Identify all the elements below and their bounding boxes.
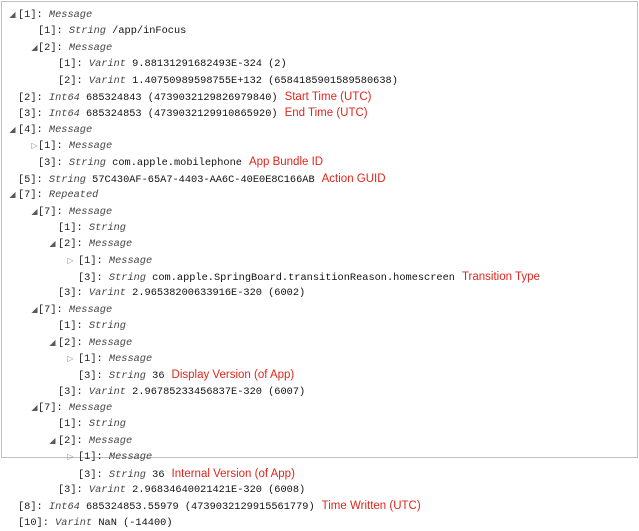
protobuf-tree-panel [1, 1, 638, 529]
field-value: /app/inFocus [112, 25, 187, 38]
field-type: Message [108, 451, 153, 464]
tree-node-text [78, 466, 295, 483]
field-number: [1]: [38, 25, 63, 38]
triangle-right-icon[interactable]: ▷ [67, 255, 74, 265]
tree-node-text [58, 73, 398, 89]
field-type: Message [108, 254, 153, 267]
triangle-down-icon[interactable]: ◢ [31, 403, 38, 412]
field-type: String [108, 272, 146, 284]
triangle-down-icon[interactable]: ◢ [31, 206, 38, 216]
triangle-down-icon[interactable]: ◢ [49, 239, 56, 249]
field-value: 2.96538200633916E-320 (6002) [132, 287, 306, 300]
field-number: [5]: [18, 173, 43, 186]
field-number: [1]: [38, 140, 63, 152]
field-number: [2]: [38, 41, 63, 54]
field-number: [7]: [18, 189, 43, 202]
field-number: [1]: [58, 418, 83, 431]
tree-node-text [78, 367, 294, 384]
field-number: [7]: [38, 205, 63, 218]
tree-node-text [78, 253, 152, 269]
field-number: [2]: [58, 74, 83, 87]
field-value: com.apple.mobilephone [112, 157, 242, 170]
field-number: [1]: [78, 352, 103, 365]
field-number: [8]: [18, 501, 43, 514]
field-value: 685324853.55979 (4739032129915561779) [86, 501, 315, 514]
triangle-down-icon[interactable]: ◢ [31, 42, 38, 52]
annotation-label: Start Time (UTC) [284, 90, 372, 103]
field-type: Int64 [48, 501, 80, 514]
field-type: Varint [88, 483, 126, 496]
field-number: [4]: [18, 123, 43, 136]
field-type: Message [68, 41, 113, 54]
field-type: Message [88, 434, 133, 447]
field-type: Varint [88, 287, 126, 300]
field-value: 685324843 (4739032129826979840) [86, 91, 278, 104]
field-number: [3]: [58, 385, 83, 398]
field-type: Repeated [48, 189, 99, 202]
tree-node-text [58, 56, 287, 72]
tree-node-text [38, 138, 112, 154]
field-value: 2.96785233456837E-320 (6007) [132, 385, 306, 398]
field-value: 1.40750989598755E+132 (6584185901589580638) [132, 74, 398, 87]
tree-node-text [58, 318, 126, 334]
field-type: String [88, 418, 126, 431]
field-number: [3]: [18, 108, 43, 121]
tree-node-text [38, 400, 112, 416]
tree-node-text [38, 302, 112, 318]
field-number: [3]: [58, 483, 83, 496]
triangle-down-icon[interactable]: ◢ [31, 304, 38, 314]
triangle-down-icon[interactable]: ◢ [9, 190, 16, 200]
annotation-label: End Time (UTC) [284, 107, 368, 120]
field-type: String [108, 468, 146, 481]
field-type: Message [48, 9, 93, 21]
field-number: [7]: [38, 303, 63, 316]
annotation-label: Display Version (of App) [171, 369, 295, 382]
triangle-down-icon[interactable]: ◢ [9, 124, 16, 134]
field-type: Message [108, 352, 153, 365]
tree-node-text [18, 105, 368, 122]
field-type: Message [68, 140, 113, 152]
tree-node-text [18, 171, 386, 188]
tree-node-text [18, 7, 92, 23]
tree-node-text [38, 204, 112, 220]
field-value: 36 [152, 370, 165, 383]
field-number: [3]: [78, 272, 103, 284]
tree-node-text [58, 220, 126, 236]
field-type: String [88, 320, 126, 333]
field-type: Int64 [48, 91, 80, 104]
tree-node-text [18, 187, 98, 203]
field-value: NaN (-14400) [98, 516, 173, 529]
annotation-label: Transition Type [461, 271, 540, 283]
annotation-label: Action GUID [321, 172, 386, 185]
field-number: [1]: [58, 221, 83, 234]
field-type: Message [68, 402, 113, 414]
triangle-right-icon[interactable]: ▷ [67, 452, 74, 462]
tree-node-text [78, 449, 152, 465]
field-number: [3]: [78, 468, 103, 481]
annotation-label: Time Written (UTC) [321, 500, 421, 513]
field-type: Message [48, 123, 93, 136]
field-type: String [68, 25, 106, 38]
annotation-label: Internal Version (of App) [171, 467, 295, 480]
field-type: Message [68, 303, 113, 316]
field-type: String [88, 221, 126, 234]
field-number: [10]: [18, 516, 49, 529]
field-value: 685324853 (4739032129910865920) [86, 108, 278, 121]
tree-node-text [78, 351, 152, 367]
field-type: Varint [88, 58, 126, 71]
triangle-right-icon[interactable]: ▷ [67, 353, 74, 363]
field-number: [2]: [18, 91, 43, 104]
field-number: [2]: [58, 238, 83, 251]
triangle-down-icon[interactable]: ◢ [49, 337, 56, 347]
field-type: String [48, 173, 86, 186]
field-type: Varint [88, 74, 126, 87]
field-type: Message [68, 205, 113, 218]
field-number: [1]: [78, 451, 103, 464]
triangle-down-icon[interactable]: ◢ [9, 10, 16, 19]
field-number: [1]: [18, 9, 43, 21]
tree-node-text [58, 384, 305, 400]
tree-node-text [58, 285, 305, 301]
tree-node-text [38, 40, 112, 56]
field-type: String [68, 157, 106, 170]
triangle-down-icon[interactable]: ◢ [49, 435, 56, 445]
tree-node-text [18, 122, 92, 138]
tree-node-text [58, 335, 132, 351]
tree-node-text [78, 269, 540, 286]
field-number: [2]: [58, 336, 83, 349]
field-type: String [108, 370, 146, 383]
field-value: 57C430AF-65A7-4403-AA6C-40E0E8C166AB [92, 173, 315, 186]
field-number: [1]: [58, 58, 83, 71]
field-type: Varint [88, 385, 126, 398]
field-type: Message [88, 336, 133, 349]
field-value: 2.96834640021421E-320 (6008) [132, 483, 306, 496]
tree-node-text [38, 23, 186, 39]
tree-node-text [58, 433, 132, 449]
tree-node-text [18, 498, 421, 515]
tree-node-text [58, 236, 132, 252]
field-type: Int64 [48, 108, 80, 121]
field-number: [7]: [38, 402, 63, 414]
annotation-label: App Bundle ID [248, 156, 324, 169]
tree-node-text [38, 154, 323, 171]
field-value: 9.88131291682493E-324 (2) [132, 58, 287, 71]
tree-node-text [58, 416, 126, 432]
field-type: Varint [55, 516, 93, 529]
field-number: [3]: [38, 157, 63, 170]
triangle-right-icon[interactable]: ▷ [31, 141, 38, 150]
field-number: [1]: [58, 320, 83, 333]
field-number: [2]: [58, 434, 83, 447]
field-value: com.apple.SpringBoard.transitionReason.homescreen [152, 272, 455, 284]
field-value: 36 [152, 468, 165, 481]
tree-node-text [18, 515, 173, 531]
field-number: [1]: [78, 254, 103, 267]
field-number: [3]: [78, 370, 103, 383]
field-number: [3]: [58, 287, 83, 300]
tree-node-text [58, 482, 305, 498]
field-type: Message [88, 238, 133, 251]
tree-node-text [18, 89, 371, 106]
